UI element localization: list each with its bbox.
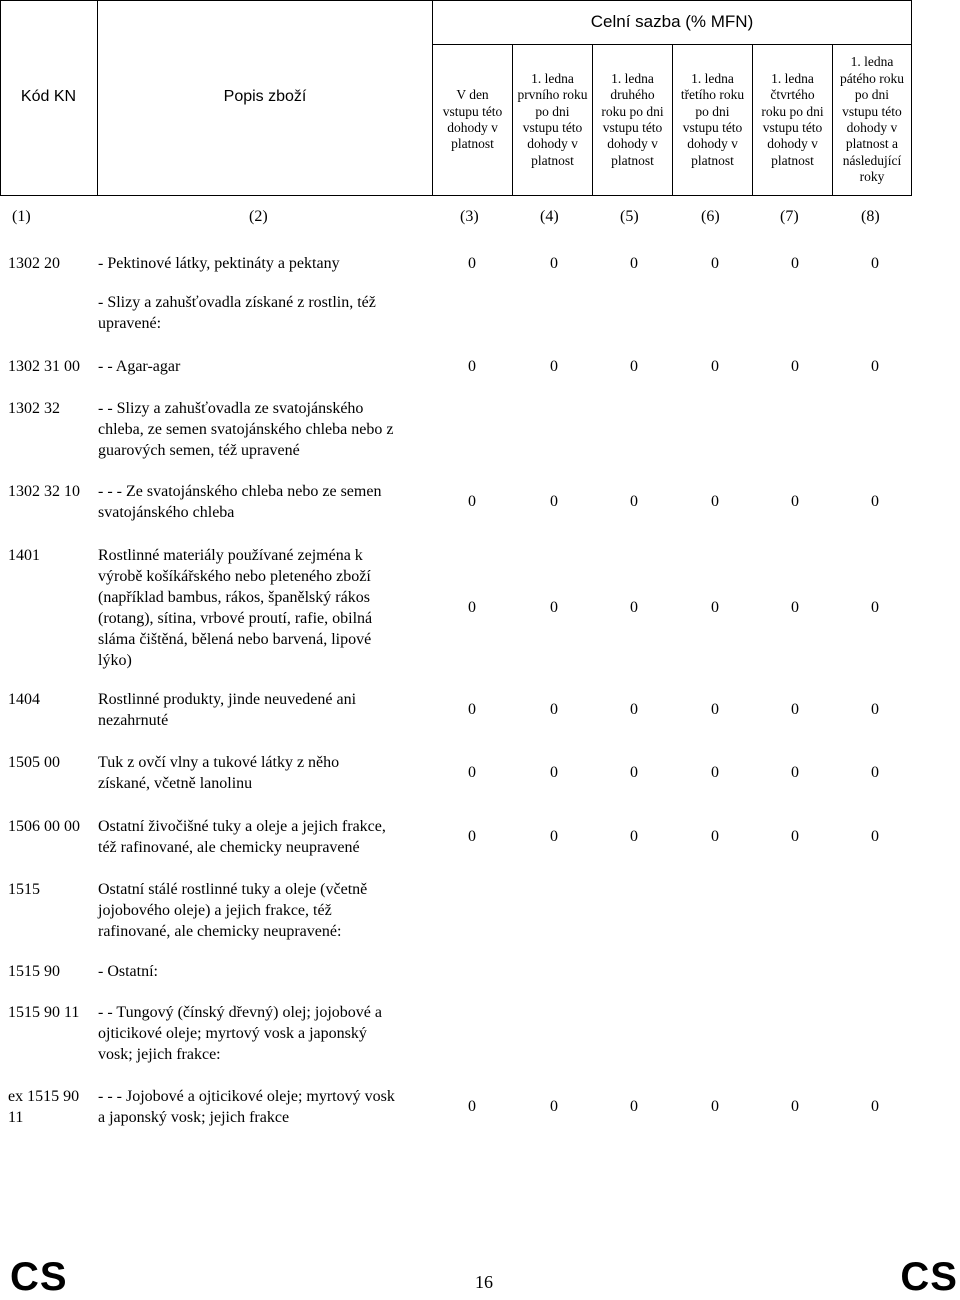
footer-left-mark: CS <box>10 1255 68 1299</box>
rate-value: 0 <box>791 764 799 781</box>
rate-value: 0 <box>630 493 638 510</box>
header-rate-line: roku po dni <box>761 103 824 119</box>
header-code-label: Kód KN <box>20 88 77 106</box>
rate-value: 0 <box>711 599 719 616</box>
row-description-line: Ostatní stálé rostlinné tuky a oleje (včetně <box>98 881 368 898</box>
row-description-line: - - Agar-agar <box>98 358 181 375</box>
rate-value: 0 <box>871 1098 879 1115</box>
rate-value: 0 <box>630 828 638 845</box>
row-description-line: upravené: <box>98 315 162 332</box>
header-rate-line: platnost a <box>845 136 899 152</box>
header-rate-line: platnost <box>531 152 574 168</box>
header-group-title <box>433 0 912 45</box>
header-rate-line: platnost <box>611 152 654 168</box>
header-rate-line: platnost <box>451 136 494 152</box>
header-desc-label: Popis zboží <box>223 88 307 106</box>
row-rates <box>465 356 885 377</box>
rate-value: 0 <box>630 358 638 375</box>
header-rate-line: pátého roku <box>839 70 905 86</box>
header-rate-line: 1. ledna <box>531 70 574 86</box>
rate-value: 0 <box>711 701 719 718</box>
rate-value: 0 <box>468 493 476 510</box>
row-code: 1515 90 11 <box>8 1004 80 1021</box>
column-number: (6) <box>701 208 720 225</box>
rate-value: 0 <box>711 358 719 375</box>
header-rate-line: 1. ledna <box>850 54 894 70</box>
row-description-line: získané, včetně lanolinu <box>98 775 253 792</box>
rate-value: 0 <box>468 701 476 718</box>
row-description-line: - - - Jojobové a ojticikové oleje; myrtový vosk <box>98 1088 395 1105</box>
row-description-line: nezahrnuté <box>98 712 169 729</box>
rate-value: 0 <box>630 599 638 616</box>
rate-value: 0 <box>871 701 879 718</box>
rate-value: 0 <box>630 701 638 718</box>
rate-value: 0 <box>871 599 879 616</box>
header-rate-col-3 <box>593 45 673 196</box>
row-description-line: - Pektinové látky, pektináty a pektany <box>98 255 340 272</box>
row-description <box>98 292 438 334</box>
rate-value: 0 <box>550 1098 558 1115</box>
header-rate-line: roky <box>859 169 885 185</box>
rate-value: 0 <box>550 493 558 510</box>
row-code: 1302 32 10 <box>8 483 80 500</box>
header-rate-line: druhého <box>610 87 655 103</box>
row-rates <box>465 699 885 720</box>
row-description-line: guarových semen, též upravené <box>98 442 300 459</box>
row-code-line: ex 1515 90 <box>8 1088 80 1105</box>
header-rate-line: dohody v <box>447 120 498 135</box>
column-number: (1) <box>12 208 31 225</box>
rate-value: 0 <box>550 764 558 781</box>
row-description-line: výrobě košíkářského nebo pleteného zboží <box>98 568 371 585</box>
row-code: 1401 <box>8 547 40 564</box>
header-rate-line: dohody v <box>767 136 818 152</box>
header-rate-line: dohody v <box>687 136 738 152</box>
header-rate-line: dohody v <box>846 120 898 135</box>
rate-value: 0 <box>791 828 799 845</box>
row-code <box>8 1086 96 1128</box>
header-rate-line: dohody v <box>607 136 658 152</box>
header-rate-col-5-text <box>761 71 823 169</box>
row-description-line: sláma čištěná, bělená nebo barvená, lipové <box>98 631 372 648</box>
rate-value: 0 <box>791 599 799 616</box>
rate-value: 0 <box>468 764 476 781</box>
header-rate-col-4-text <box>681 71 744 169</box>
row-description-line: - Ostatní: <box>98 963 158 980</box>
row-code: 1302 32 <box>8 400 60 417</box>
row-description <box>98 398 438 461</box>
row-code: 1515 <box>8 881 40 898</box>
rate-value: 0 <box>871 493 879 510</box>
rate-value: 0 <box>791 701 799 718</box>
header-rate-line: po dni <box>695 103 730 119</box>
row-rates <box>465 1096 885 1117</box>
rate-value: 0 <box>468 358 476 375</box>
row-rates <box>465 597 885 618</box>
rate-value: 0 <box>550 828 558 845</box>
header-rate-col-1 <box>433 45 513 196</box>
header-rate-line: vstupu této <box>442 103 503 119</box>
row-description <box>98 752 438 794</box>
rate-value: 0 <box>791 358 799 375</box>
row-description-line: jojobového oleje) a jejich frakce, též <box>98 902 332 919</box>
header-group-title-label: Celní sazba (% MFN) <box>590 12 754 31</box>
rate-value: 0 <box>550 701 558 718</box>
header-rate-col-6 <box>833 45 912 196</box>
header-rate-line: 1. ledna <box>691 70 734 86</box>
rate-value: 0 <box>711 764 719 781</box>
header-rate-col-1-text <box>443 87 503 153</box>
header-rate-line: platnost <box>691 152 734 168</box>
row-description-line: svatojánského chleba <box>98 504 235 521</box>
header-desc <box>98 0 433 196</box>
row-code-line: 11 <box>8 1109 24 1126</box>
row-description <box>98 356 438 377</box>
row-description-line: Ostatní živočišné tuky a oleje a jejich frakce, <box>98 818 386 835</box>
footer-right-mark: CS <box>900 1255 958 1299</box>
header-rate-line: V den <box>456 87 489 103</box>
rate-value: 0 <box>630 1098 638 1115</box>
header-rate-line: po dni <box>854 87 890 103</box>
header-rate-line: vstupu této <box>602 120 663 135</box>
row-description-line: Tuk z ovčí vlny a tukové látky z něho <box>98 754 340 771</box>
row-description-line: - Slizy a zahušťovadla získané z rostlin, též <box>98 294 376 311</box>
row-description <box>98 1002 438 1065</box>
page-number: 16 <box>475 1272 493 1292</box>
rate-value: 0 <box>791 1098 799 1115</box>
header-rate-line: čtvrtého <box>770 87 815 103</box>
rate-value: 0 <box>550 358 558 375</box>
header-rate-line: vstupu této <box>842 103 902 119</box>
row-code: 1515 90 <box>8 963 60 980</box>
column-number: (5) <box>620 208 639 225</box>
column-number: (7) <box>780 208 799 225</box>
rate-value: 0 <box>630 764 638 781</box>
row-description <box>98 481 438 523</box>
rate-value: 0 <box>468 255 476 272</box>
row-description <box>98 961 438 982</box>
row-description-line: ojticikové oleje; myrtový vosk a japonský <box>98 1025 367 1042</box>
row-code: 1505 00 <box>8 754 60 771</box>
header-rate-line: vstupu této <box>682 120 743 135</box>
rate-value: 0 <box>871 255 879 272</box>
row-rates <box>465 491 885 512</box>
row-description-line: rafinované, ale chemicky neupravené: <box>98 923 342 940</box>
row-description-line: vosk; jejich frakce: <box>98 1046 221 1063</box>
header-rate-line: vstupu této <box>762 120 823 135</box>
row-description <box>98 545 438 671</box>
row-description <box>98 689 438 731</box>
rate-value: 0 <box>468 599 476 616</box>
row-rates <box>465 826 885 847</box>
row-description-line: lýko) <box>98 652 132 669</box>
rate-value: 0 <box>711 493 719 510</box>
row-description-line: Rostlinné produkty, jinde neuvedené ani <box>98 691 357 708</box>
rate-value: 0 <box>468 1098 476 1115</box>
rate-value: 0 <box>550 255 558 272</box>
row-description-line: chleba, ze semen svatojánského chleba nebo z <box>98 421 394 438</box>
row-description <box>98 816 438 858</box>
header-rate-line: platnost <box>771 152 814 168</box>
rate-value: 0 <box>630 255 638 272</box>
header-rate-col-5 <box>753 45 833 196</box>
row-description-line: - - - Ze svatojánského chleba nebo ze semen <box>98 483 382 500</box>
header-rate-line: vstupu této <box>522 120 583 135</box>
header-rate-col-4 <box>673 45 753 196</box>
header-rate-line: dohody v <box>527 136 578 152</box>
header-rate-line: prvního roku <box>517 87 588 103</box>
header-rate-col-2 <box>513 45 593 196</box>
header-rate-col-2-text <box>517 71 587 169</box>
row-description <box>98 1086 438 1128</box>
row-description-line: (rotang), sítina, vrbové proutí, rafie, obilná <box>98 610 373 627</box>
header-code <box>0 0 98 196</box>
row-description-line: Rostlinné materiály používané zejména k <box>98 547 363 564</box>
row-code: 1302 20 <box>8 255 60 272</box>
rate-value: 0 <box>791 255 799 272</box>
rate-value: 0 <box>871 764 879 781</box>
column-number: (2) <box>249 208 268 225</box>
row-description-line: a japonský vosk; jejich frakce <box>98 1109 290 1126</box>
header-rate-line: třetího roku <box>680 87 745 103</box>
header-rate-line: 1. ledna <box>611 70 654 86</box>
column-numbers <box>0 208 912 232</box>
header-rate-col-6-text <box>840 54 904 185</box>
header-rate-col-3-text <box>601 71 663 169</box>
row-rates <box>465 762 885 783</box>
row-description-line: - - Slizy a zahušťovadla ze svatojánského <box>98 400 364 417</box>
rate-value: 0 <box>871 358 879 375</box>
rate-value: 0 <box>711 1098 719 1115</box>
row-description-line: též rafinované, ale chemicky neupravené <box>98 839 360 856</box>
row-description-line: - - Tungový (čínský dřevný) olej; jojobové a <box>98 1004 382 1021</box>
rate-value: 0 <box>711 828 719 845</box>
row-code: 1302 31 00 <box>8 358 80 375</box>
column-number: (3) <box>460 208 479 225</box>
row-code: 1404 <box>8 691 40 708</box>
header-rate-line: po dni <box>535 103 570 119</box>
header-rate-line: roku po dni <box>601 103 664 119</box>
rate-value: 0 <box>468 828 476 845</box>
tariff-header <box>0 0 912 196</box>
rate-value: 0 <box>791 493 799 510</box>
rate-value: 0 <box>871 828 879 845</box>
rate-value: 0 <box>711 255 719 272</box>
row-rates <box>465 253 885 274</box>
header-rate-line: 1. ledna <box>771 70 814 86</box>
row-description-line: (například bambus, rákos, španělský rákos <box>98 589 370 606</box>
rate-value: 0 <box>550 599 558 616</box>
row-code: 1506 00 00 <box>8 818 80 835</box>
row-description <box>98 253 438 274</box>
column-number: (8) <box>861 208 880 225</box>
row-description <box>98 879 438 942</box>
column-number: (4) <box>540 208 559 225</box>
header-rate-line: následující <box>842 152 902 168</box>
